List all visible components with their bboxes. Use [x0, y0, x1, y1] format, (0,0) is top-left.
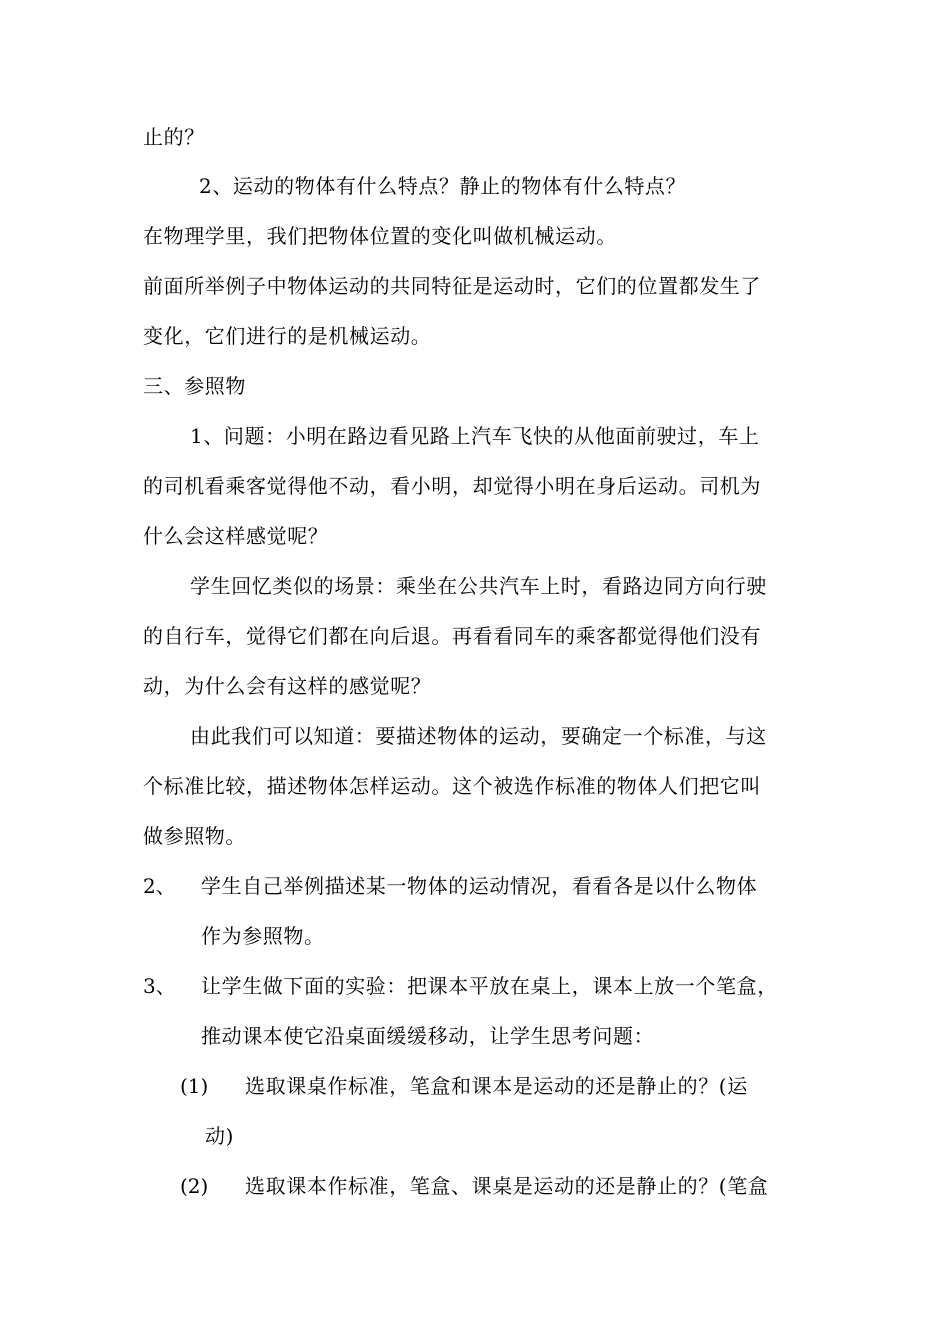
- paragraph-line: 学生回忆类似的场景：乘坐在公共汽车上时，看路边同方向行驶: [190, 574, 767, 598]
- list-number: 3、: [143, 974, 176, 998]
- paragraph-line: 做参照物。: [143, 824, 246, 848]
- section-heading: 三、参照物: [143, 374, 246, 398]
- paragraph-line: 前面所举例子中物体运动的共同特征是运动时，它们的位置都发生了: [143, 274, 761, 298]
- paragraph-line: 止的？: [143, 125, 205, 149]
- list-number: 2、: [143, 874, 176, 898]
- list-item-line: 让学生做下面的实验：把课本平放在桌上，课本上放一个笔盒，: [201, 974, 778, 998]
- paragraph-line: 什么会这样感觉呢？: [143, 524, 329, 548]
- sublist-item-line: 选取课桌作标准，笔盒和课本是运动的还是静止的？(运: [245, 1074, 748, 1098]
- paragraph-line: 个标准比较，描述物体怎样运动。这个被选作标准的物体人们把它叫: [143, 774, 761, 798]
- sublist-number: (1): [180, 1074, 209, 1098]
- sublist-item-line: 动): [205, 1124, 235, 1148]
- list-item-line: 推动课本使它沿桌面缓缓移动，让学生思考问题：: [201, 1024, 655, 1048]
- paragraph-line: 的司机看乘客觉得他不动，看小明，却觉得小明在身后运动。司机为: [143, 474, 761, 498]
- paragraph-line: 变化，它们进行的是机械运动。: [143, 324, 432, 348]
- paragraph-line: 在物理学里，我们把物体位置的变化叫做机械运动。: [143, 224, 617, 248]
- paragraph-line: 1、问题：小明在路边看见路上汽车飞快的从他面前驶过，车上: [190, 424, 760, 448]
- paragraph-line: 2、运动的物体有什么特点？静止的物体有什么特点？: [199, 174, 687, 198]
- sublist-number: (2): [180, 1174, 209, 1198]
- list-item-line: 作为参照物。: [201, 924, 325, 948]
- paragraph-line: 动，为什么会有这样的感觉呢？: [143, 674, 432, 698]
- paragraph-line: 由此我们可以知道：要描述物体的运动，要确定一个标准，与这: [190, 724, 767, 748]
- sublist-item-line: 选取课本作标准，笔盒、课桌是运动的还是静止的？(笔盒: [245, 1174, 769, 1198]
- paragraph-line: 的自行车，觉得它们都在向后退。再看看同车的乘客都觉得他们没有: [143, 624, 761, 648]
- list-item-line: 学生自己举例描述某一物体的运动情况，看看各是以什么物体: [201, 874, 758, 898]
